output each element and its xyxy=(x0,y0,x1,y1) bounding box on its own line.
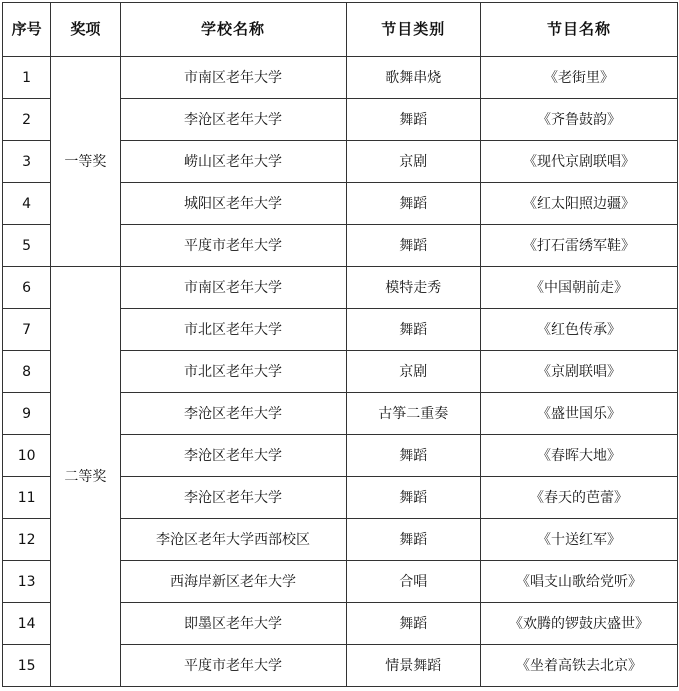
cell-seq: 7 xyxy=(3,309,51,351)
cell-school: 市北区老年大学 xyxy=(120,309,346,351)
cell-seq: 6 xyxy=(3,267,51,309)
header-seq: 序号 xyxy=(3,3,51,57)
header-row xyxy=(3,3,678,57)
header-award: 奖项 xyxy=(51,3,120,57)
award-first: 一等奖 xyxy=(51,57,120,267)
cell-seq: 13 xyxy=(3,561,51,603)
cell-category: 舞蹈 xyxy=(346,183,481,225)
cell-title: 《十送红军》 xyxy=(481,519,678,561)
header-title: 节目名称 xyxy=(481,3,678,57)
cell-seq: 14 xyxy=(3,603,51,645)
cell-category: 舞蹈 xyxy=(346,477,481,519)
cell-title: 《红太阳照边疆》 xyxy=(481,183,678,225)
cell-school: 李沧区老年大学 xyxy=(120,99,346,141)
cell-title: 《春晖大地》 xyxy=(481,435,678,477)
cell-title: 《打石雷绣军鞋》 xyxy=(481,225,678,267)
cell-school: 平度市老年大学 xyxy=(120,225,346,267)
cell-category: 京剧 xyxy=(346,141,481,183)
cell-school: 李沧区老年大学 xyxy=(120,393,346,435)
header-category: 节目类别 xyxy=(346,3,481,57)
cell-seq: 1 xyxy=(3,57,51,99)
cell-title: 《老街里》 xyxy=(481,57,678,99)
cell-title: 《春天的芭蕾》 xyxy=(481,477,678,519)
cell-category: 舞蹈 xyxy=(346,435,481,477)
cell-category: 歌舞串烧 xyxy=(346,57,481,99)
cell-school: 平度市老年大学 xyxy=(120,645,346,687)
cell-seq: 5 xyxy=(3,225,51,267)
cell-title: 《京剧联唱》 xyxy=(481,351,678,393)
awards-table xyxy=(2,2,678,687)
cell-school: 李沧区老年大学 xyxy=(120,477,346,519)
cell-category: 京剧 xyxy=(346,351,481,393)
cell-title: 《坐着高铁去北京》 xyxy=(481,645,678,687)
cell-title: 《中国朝前走》 xyxy=(481,267,678,309)
cell-category: 舞蹈 xyxy=(346,225,481,267)
cell-seq: 2 xyxy=(3,99,51,141)
cell-school: 城阳区老年大学 xyxy=(120,183,346,225)
cell-school: 市南区老年大学 xyxy=(120,267,346,309)
cell-title: 《现代京剧联唱》 xyxy=(481,141,678,183)
header-school: 学校名称 xyxy=(120,3,346,57)
cell-title: 《唱支山歌给党听》 xyxy=(481,561,678,603)
cell-school: 李沧区老年大学 xyxy=(120,435,346,477)
cell-category: 情景舞蹈 xyxy=(346,645,481,687)
cell-seq: 12 xyxy=(3,519,51,561)
table-row xyxy=(3,57,678,99)
cell-seq: 15 xyxy=(3,645,51,687)
cell-title: 《红色传承》 xyxy=(481,309,678,351)
award-second: 二等奖 xyxy=(51,267,120,687)
cell-school: 西海岸新区老年大学 xyxy=(120,561,346,603)
cell-category: 舞蹈 xyxy=(346,519,481,561)
cell-school: 市北区老年大学 xyxy=(120,351,346,393)
cell-title: 《盛世国乐》 xyxy=(481,393,678,435)
cell-seq: 11 xyxy=(3,477,51,519)
cell-seq: 3 xyxy=(3,141,51,183)
cell-category: 古筝二重奏 xyxy=(346,393,481,435)
cell-seq: 8 xyxy=(3,351,51,393)
cell-seq: 9 xyxy=(3,393,51,435)
cell-category: 舞蹈 xyxy=(346,99,481,141)
cell-seq: 4 xyxy=(3,183,51,225)
cell-school: 即墨区老年大学 xyxy=(120,603,346,645)
cell-school: 李沧区老年大学西部校区 xyxy=(120,519,346,561)
cell-category: 舞蹈 xyxy=(346,309,481,351)
cell-category: 舞蹈 xyxy=(346,603,481,645)
cell-title: 《欢腾的锣鼓庆盛世》 xyxy=(481,603,678,645)
cell-category: 合唱 xyxy=(346,561,481,603)
cell-school: 市南区老年大学 xyxy=(120,57,346,99)
cell-seq: 10 xyxy=(3,435,51,477)
cell-school: 崂山区老年大学 xyxy=(120,141,346,183)
cell-title: 《齐鲁鼓韵》 xyxy=(481,99,678,141)
cell-category: 模特走秀 xyxy=(346,267,481,309)
table-row xyxy=(3,267,678,309)
